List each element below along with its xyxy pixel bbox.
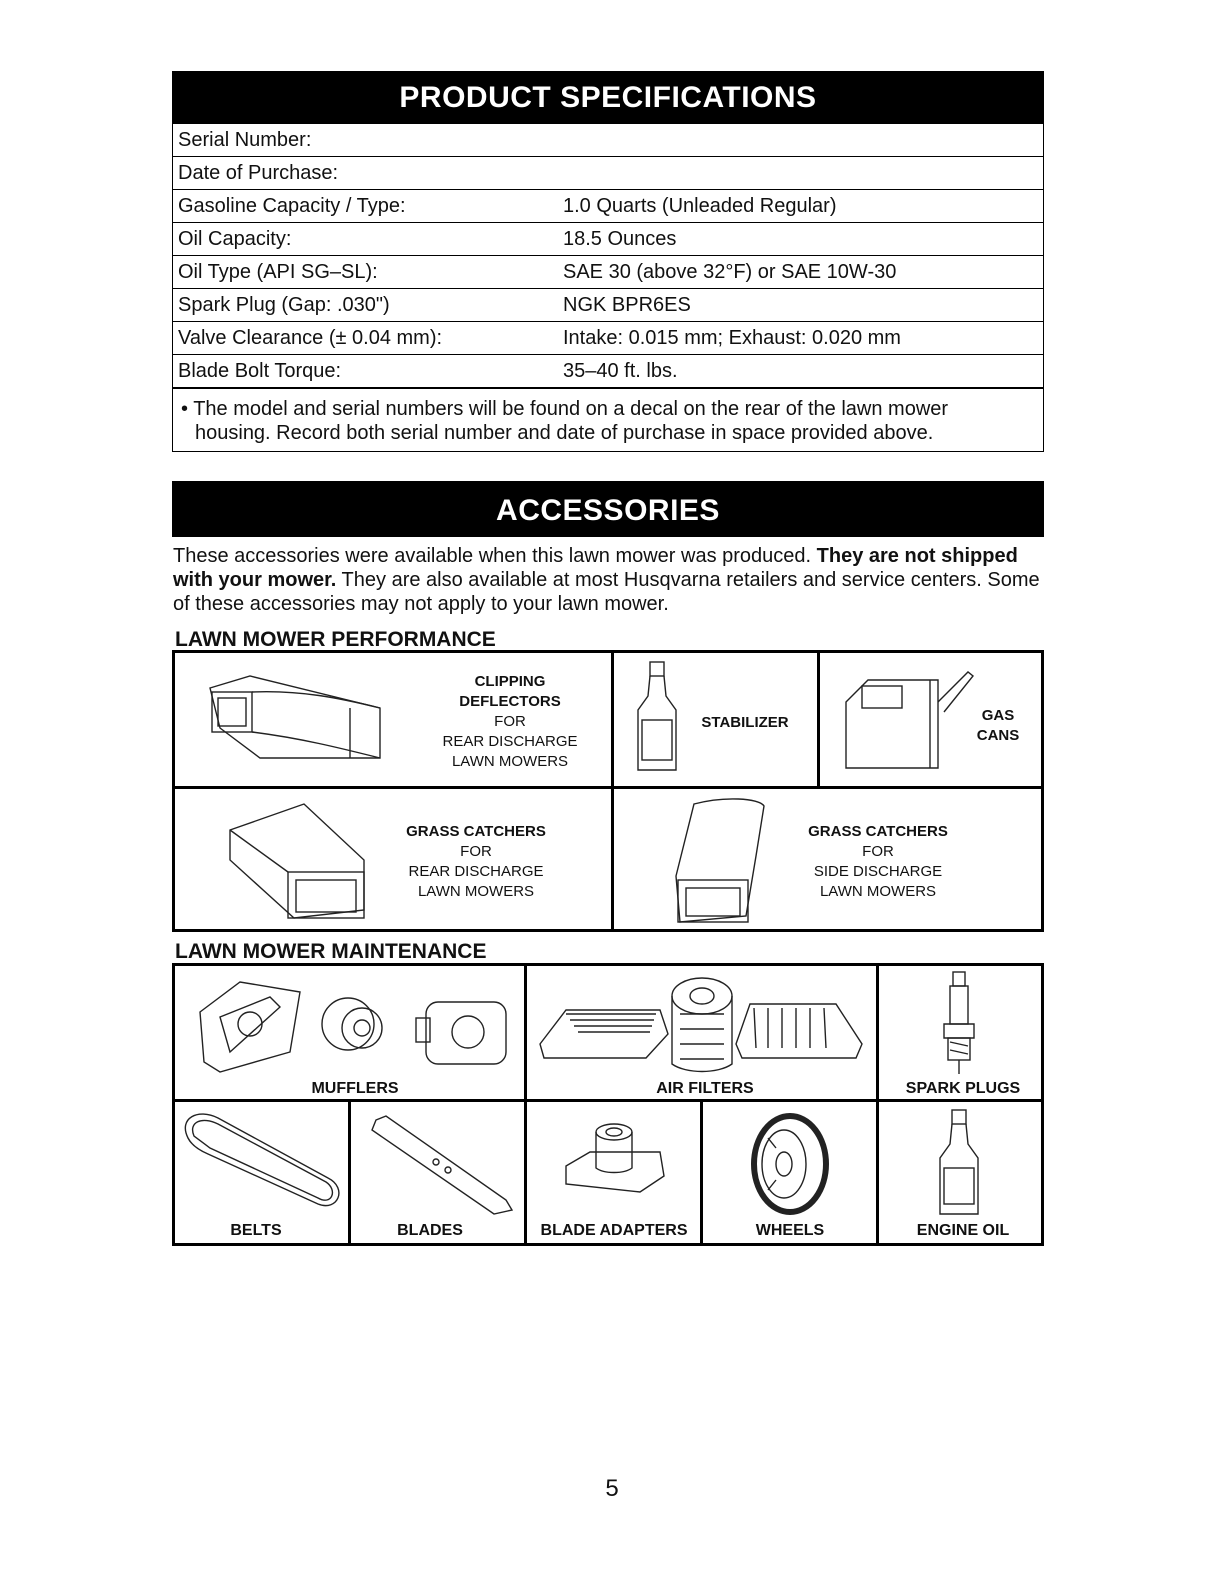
air-filters-icon bbox=[536, 974, 870, 1078]
spec-value: 35–40 ft. lbs. bbox=[558, 355, 1044, 389]
table-row bbox=[173, 355, 1044, 389]
spec-value bbox=[558, 124, 1044, 157]
accessories-intro bbox=[173, 544, 1053, 616]
engine-oil-bottle-icon bbox=[934, 1108, 984, 1220]
spec-value: 18.5 Ounces bbox=[558, 223, 1044, 256]
divider bbox=[817, 650, 820, 787]
caption-line: CLIPPING bbox=[474, 673, 546, 690]
side-grass-catcher-icon bbox=[664, 796, 774, 926]
caption-line: REAR DISCHARGE bbox=[442, 733, 578, 750]
caption-line: LAWN MOWERS bbox=[451, 753, 569, 770]
table-row bbox=[173, 256, 1044, 289]
specs-title: PRODUCT SPECIFICATIONS bbox=[172, 71, 1044, 123]
gas-can-icon bbox=[838, 662, 978, 774]
air-filters-label: AIR FILTERS bbox=[656, 1080, 754, 1097]
spec-value: 1.0 Quarts (Unleaded Regular) bbox=[558, 190, 1044, 223]
caption-line: CANS bbox=[976, 727, 1020, 744]
spec-label: Gasoline Capacity / Type: bbox=[173, 190, 559, 223]
divider bbox=[172, 786, 1044, 789]
stabilizer-label: STABILIZER bbox=[701, 714, 789, 731]
spec-value: SAE 30 (above 32°F) or SAE 10W-30 bbox=[558, 256, 1044, 289]
divider bbox=[876, 963, 879, 1246]
spec-value: NGK BPR6ES bbox=[558, 289, 1044, 322]
rear-grass-catcher-icon bbox=[224, 800, 374, 922]
side-catcher-caption bbox=[788, 822, 968, 902]
spec-label: Date of Purchase: bbox=[173, 157, 559, 190]
blades-label: BLADES bbox=[397, 1222, 463, 1239]
spec-label: Valve Clearance (± 0.04 mm): bbox=[173, 322, 559, 355]
divider bbox=[348, 1099, 351, 1246]
divider bbox=[611, 650, 614, 932]
caption-line: DEFLECTORS bbox=[459, 693, 561, 710]
table-row bbox=[173, 190, 1044, 223]
engine-oil-label: ENGINE OIL bbox=[916, 1222, 1010, 1239]
caption-line: SIDE DISCHARGE bbox=[813, 863, 943, 880]
table-row bbox=[173, 322, 1044, 355]
clipping-deflector-icon bbox=[200, 668, 390, 768]
spec-label: Oil Type (API SG–SL): bbox=[173, 256, 559, 289]
intro-bold: They are not shipped with your mower. bbox=[173, 545, 1018, 591]
caption-line: GAS bbox=[981, 707, 1015, 724]
caption-line: FOR bbox=[494, 713, 526, 730]
blade-adapters-label: BLADE ADAPTERS bbox=[540, 1222, 688, 1239]
note-row bbox=[173, 388, 1044, 452]
stabilizer-bottle-icon bbox=[632, 660, 682, 775]
spark-plugs-label: SPARK PLUGS bbox=[905, 1080, 1021, 1097]
specs-table bbox=[172, 123, 1044, 452]
page-number: 5 bbox=[605, 1475, 619, 1502]
spec-label: Oil Capacity: bbox=[173, 223, 559, 256]
intro-text: They are also available at most Husqvarna retailers and service centers. Some of these accessories may not apply to your lawn mower. bbox=[173, 569, 1040, 615]
mufflers-label: MUFFLERS bbox=[311, 1080, 399, 1097]
spec-value bbox=[558, 157, 1044, 190]
spec-note bbox=[173, 388, 1044, 452]
spec-value: Intake: 0.015 mm; Exhaust: 0.020 mm bbox=[558, 322, 1044, 355]
table-row bbox=[173, 289, 1044, 322]
divider bbox=[524, 963, 527, 1246]
intro-text: These accessories were available when this lawn mower was produced. bbox=[173, 545, 817, 567]
divider bbox=[172, 1099, 1044, 1102]
note-line: • The model and serial numbers will be found on a decal on the rear of the lawn mower bbox=[181, 398, 949, 420]
spec-label: Blade Bolt Torque: bbox=[173, 355, 559, 389]
blades-icon bbox=[366, 1110, 516, 1220]
caption-line: LAWN MOWERS bbox=[819, 883, 937, 900]
caption-line: GRASS CATCHERS bbox=[808, 823, 948, 840]
divider bbox=[700, 1099, 703, 1246]
mufflers-icon bbox=[190, 972, 520, 1080]
gas-cans-caption bbox=[968, 706, 1028, 746]
belts-icon bbox=[178, 1108, 348, 1218]
caption-line: FOR bbox=[460, 843, 492, 860]
caption-line: REAR DISCHARGE bbox=[408, 863, 544, 880]
wheels-label: WHEELS bbox=[755, 1222, 825, 1239]
caption-line: FOR bbox=[862, 843, 894, 860]
caption-line: GRASS CATCHERS bbox=[406, 823, 546, 840]
wheel-icon bbox=[740, 1108, 840, 1218]
spec-label: Spark Plug (Gap: .030") bbox=[173, 289, 559, 322]
blade-adapter-icon bbox=[560, 1118, 670, 1222]
accessories-title: ACCESSORIES bbox=[172, 481, 1044, 537]
table-row bbox=[173, 223, 1044, 256]
deflector-caption bbox=[420, 672, 600, 772]
maintenance-title: LAWN MOWER MAINTENANCE bbox=[175, 940, 487, 963]
table-row bbox=[173, 157, 1044, 190]
spark-plug-icon bbox=[934, 970, 984, 1080]
rear-catcher-caption bbox=[386, 822, 566, 902]
belts-label: BELTS bbox=[230, 1222, 282, 1239]
caption-line: LAWN MOWERS bbox=[417, 883, 535, 900]
spec-label: Serial Number: bbox=[173, 124, 559, 157]
note-line: housing. Record both serial number and date of purchase in space provided above. bbox=[195, 422, 934, 444]
table-row bbox=[173, 124, 1044, 157]
performance-title: LAWN MOWER PERFORMANCE bbox=[175, 628, 496, 651]
